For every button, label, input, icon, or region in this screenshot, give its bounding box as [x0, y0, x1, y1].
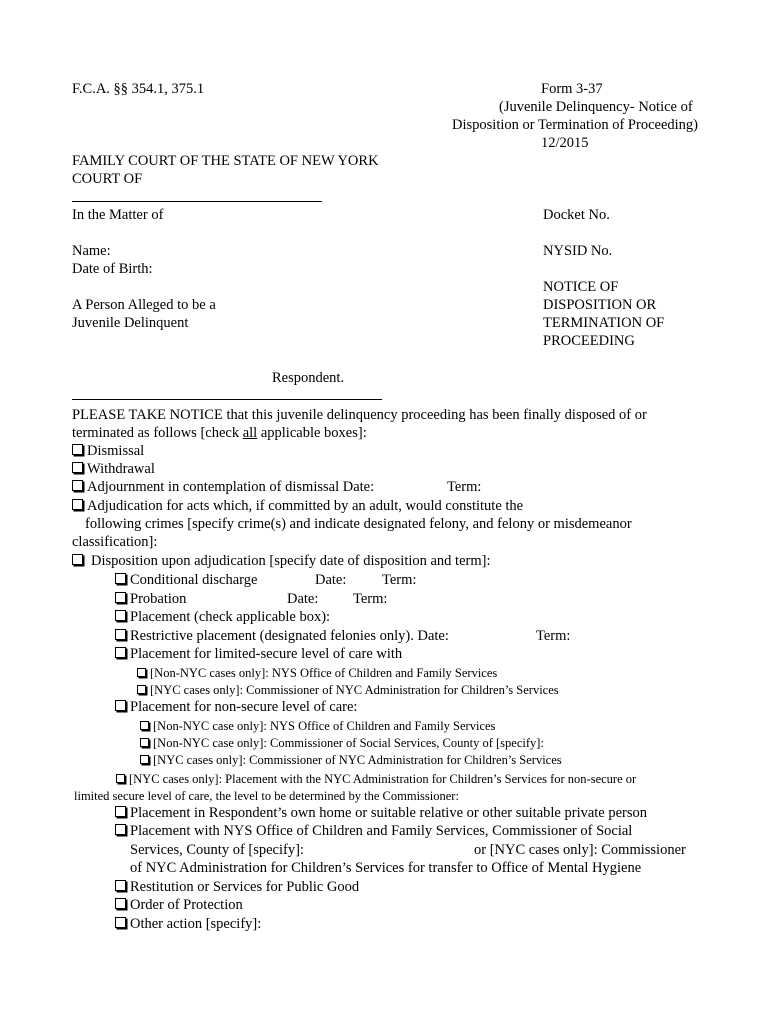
checkbox-icon[interactable]: [137, 685, 146, 694]
court-of-label: COURT OF: [72, 171, 143, 187]
form-title-line-2: Disposition or Termination of Proceeding): [452, 117, 698, 133]
name-label: Name:: [72, 243, 111, 259]
checkbox-icon[interactable]: [72, 444, 83, 455]
checkbox-icon[interactable]: [115, 806, 126, 817]
ocfs-transfer-line-2b: or [NYC cases only]: Commissioner: [474, 842, 686, 858]
option-conditional-discharge[interactable]: Conditional discharge: [115, 571, 257, 589]
option-restitution[interactable]: Restitution or Services for Public Good: [115, 878, 359, 896]
notice-title-3: TERMINATION OF: [543, 315, 665, 331]
respondent-label: Respondent.: [272, 370, 345, 386]
option-nonsecure-county[interactable]: [Non-NYC case only]: Commissioner of Social Services, County of [specify]:: [140, 734, 544, 752]
option-order-of-protection[interactable]: Order of Protection: [115, 896, 243, 914]
checkbox-icon[interactable]: [115, 629, 126, 640]
option-disposition[interactable]: Disposition upon adjudication [specify date of disposition and term]:: [72, 552, 491, 570]
form-date: 12/2015: [541, 135, 589, 151]
probation-term: Term:: [353, 591, 388, 607]
option-dismissal[interactable]: Dismissal: [72, 442, 144, 460]
ocfs-transfer-line-3: of NYC Administration for Children’s Services for transfer to Office of Mental Hygiene: [130, 860, 642, 876]
in-the-matter-of: In the Matter of: [72, 207, 164, 223]
adjudication-line-3: classification]:: [72, 534, 158, 550]
option-limited-non-nyc[interactable]: [Non-NYC cases only]: NYS Office of Children and Family Services: [137, 664, 497, 682]
option-nonsecure-ocfs[interactable]: [Non-NYC case only]: NYS Office of Children and Family Services: [140, 717, 495, 735]
checkbox-icon[interactable]: [140, 755, 149, 764]
statute-reference: F.C.A. §§ 354.1, 375.1: [72, 81, 205, 97]
checkbox-icon[interactable]: [115, 573, 126, 584]
ocfs-transfer-line-2: Services, County of [specify]:: [130, 842, 304, 858]
nyc-acs-placement-line-2: limited secure level of care, the level to be determined by the Commissioner:: [74, 789, 459, 803]
notice-intro-line-2: terminated as follows [check all applicable boxes]:: [72, 425, 367, 441]
option-probation[interactable]: Probation: [115, 590, 186, 608]
person-alleged-line-1: A Person Alleged to be a: [72, 297, 216, 313]
caption-bottom-rule: [72, 399, 382, 400]
checkbox-icon[interactable]: [72, 499, 83, 510]
option-placement[interactable]: Placement (check applicable box):: [115, 608, 330, 626]
nysid-label: NYSID No.: [543, 243, 613, 259]
option-own-home[interactable]: Placement in Respondent’s own home or suitable relative or other suitable private person: [115, 804, 647, 822]
checkbox-icon[interactable]: [72, 480, 83, 491]
option-non-secure[interactable]: Placement for non-secure level of care:: [115, 698, 357, 716]
option-adjudication[interactable]: Adjudication for acts which, if committed by an adult, would constitute the: [72, 497, 523, 515]
option-limited-nyc[interactable]: [NYC cases only]: Commissioner of NYC Administration for Children’s Services: [137, 681, 559, 699]
option-other-action[interactable]: Other action [specify]:: [115, 915, 261, 933]
checkbox-icon[interactable]: [115, 610, 126, 621]
checkbox-icon[interactable]: [115, 592, 126, 603]
option-restrictive-placement[interactable]: Restrictive placement (designated felonies only). Date:: [115, 627, 449, 645]
conditional-discharge-term: Term:: [382, 572, 417, 588]
docket-number-label: Docket No.: [543, 207, 610, 223]
checkbox-icon[interactable]: [137, 668, 146, 677]
checkbox-icon[interactable]: [116, 774, 125, 783]
option-withdrawal[interactable]: Withdrawal: [72, 460, 155, 478]
option-nonsecure-nyc[interactable]: [NYC cases only]: Commissioner of NYC Administration for Children’s Services: [140, 751, 562, 769]
checkbox-icon[interactable]: [115, 824, 126, 835]
notice-title-1: NOTICE OF: [543, 279, 619, 295]
form-number: Form 3-37: [541, 81, 603, 97]
court-name: FAMILY COURT OF THE STATE OF NEW YORK: [72, 153, 379, 169]
form-title-line-1: (Juvenile Delinquency- Notice of: [499, 99, 693, 115]
adjudication-line-2: following crimes [specify crime(s) and indicate designated felony, and felony or misdemeanor: [85, 516, 632, 532]
caption-top-rule: [72, 201, 322, 202]
checkbox-icon[interactable]: [115, 880, 126, 891]
option-ocfs-transfer[interactable]: Placement with NYS Office of Children and Family Services, Commissioner of Social: [115, 822, 632, 840]
notice-title-2: DISPOSITION OR: [543, 297, 657, 313]
acd-term-label: Term:: [447, 479, 482, 495]
person-alleged-line-2: Juvenile Delinquent: [72, 315, 189, 331]
notice-title-4: PROCEEDING: [543, 333, 635, 349]
conditional-discharge-date: Date:: [315, 572, 347, 588]
probation-date: Date:: [287, 591, 319, 607]
notice-intro-line-1: PLEASE TAKE NOTICE that this juvenile delinquency proceeding has been finally disposed of or: [72, 407, 647, 423]
checkbox-icon[interactable]: [115, 898, 126, 909]
checkbox-icon[interactable]: [72, 554, 83, 565]
checkbox-icon[interactable]: [140, 738, 149, 747]
option-limited-secure[interactable]: Placement for limited-secure level of care with: [115, 645, 402, 663]
checkbox-icon[interactable]: [115, 647, 126, 658]
option-nyc-acs-placement[interactable]: [NYC cases only]: Placement with the NYC Administration for Children’s Services for non-secure or: [116, 770, 636, 788]
checkbox-icon[interactable]: [115, 700, 126, 711]
option-acd[interactable]: Adjournment in contemplation of dismissal Date:: [72, 478, 374, 496]
checkbox-icon[interactable]: [72, 462, 83, 473]
checkbox-icon[interactable]: [140, 721, 149, 730]
restrictive-placement-term: Term:: [536, 628, 571, 644]
date-of-birth-label: Date of Birth:: [72, 261, 153, 277]
checkbox-icon[interactable]: [115, 917, 126, 928]
